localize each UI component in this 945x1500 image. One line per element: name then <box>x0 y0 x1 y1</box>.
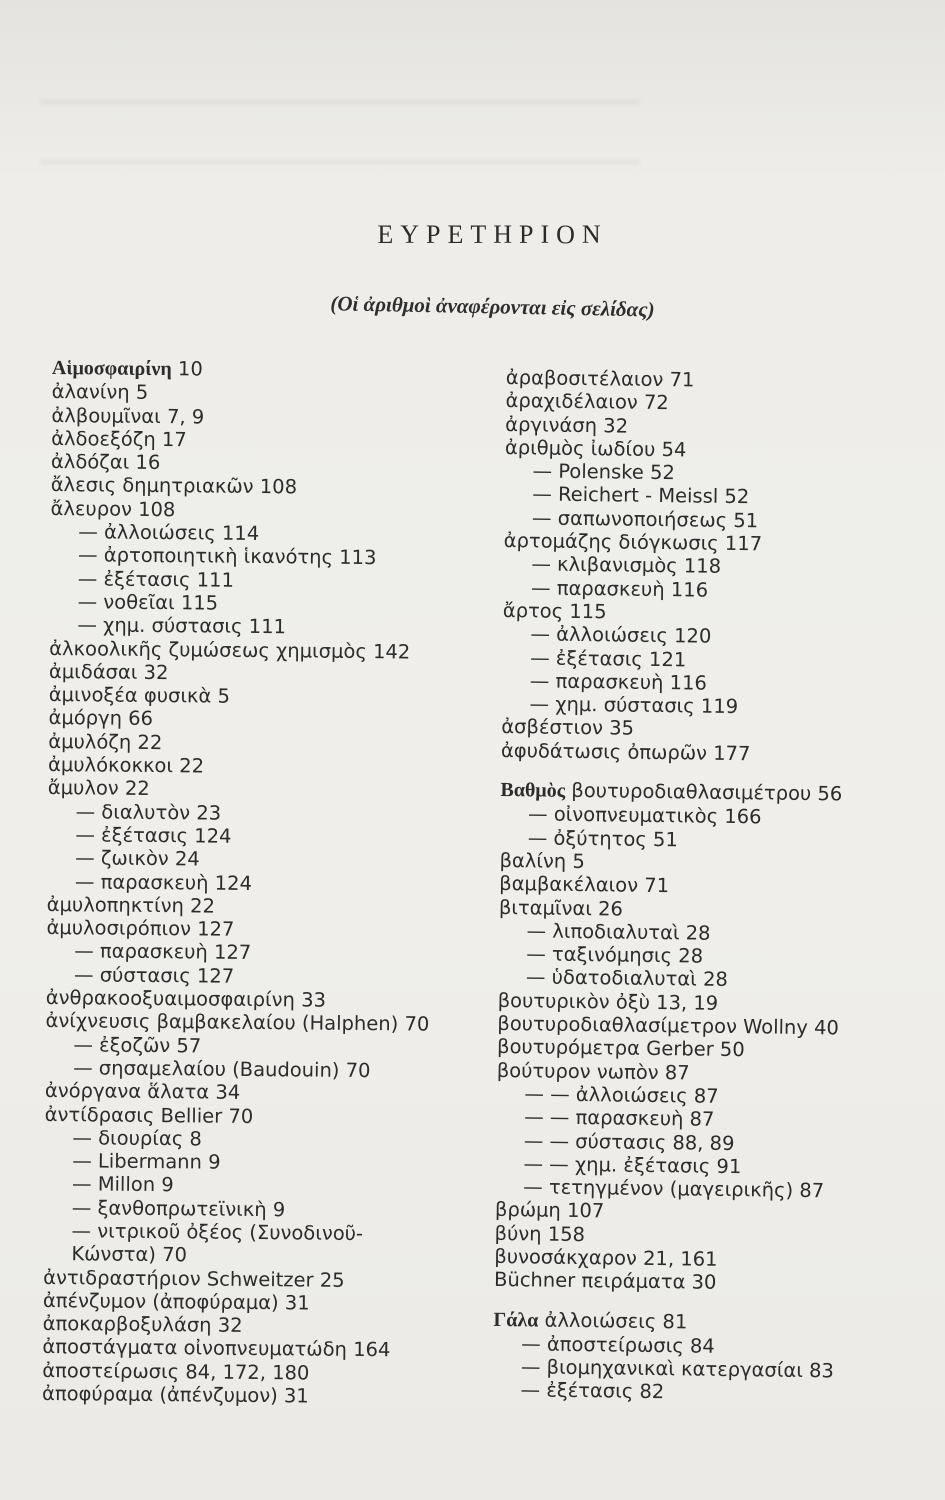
index-entry-text: — Reichert - Meissl 52 <box>532 482 750 509</box>
index-entry-text: βυνοσάκχαρον 21, 161 <box>494 1244 718 1271</box>
index-entry-text: — σύστασις 127 <box>73 962 235 988</box>
index-entry-text: — νοθεῖαι 115 <box>77 590 219 615</box>
index-entry-text: ἄρτος 115 <box>502 598 607 624</box>
index-entry-text: ἀπένζυμον (ἀποφύραμα) 31 <box>42 1288 310 1315</box>
index-entry-text: ἀραβοσιτέλαιον 71 <box>505 366 695 392</box>
index-entry-text: — ξανθοπρωτεϊνικὴ 9 <box>71 1195 286 1221</box>
index-entry-text: ἀραχιδέλαιον 72 <box>505 389 669 415</box>
index-entry-text: ἀρτομάζης διόγκωσις 117 <box>503 529 763 556</box>
index-entry-text: ἀλκοολικῆς ζυμώσεως χημισμὸς 142 <box>49 636 411 664</box>
index-entry-text: Büchner πειράματα 30 <box>493 1268 717 1295</box>
index-entry-text: — νιτρικοῦ ὀξέος (Συνοδινοῦ- <box>71 1219 364 1246</box>
index-entry-text: — ἐξέτασις 124 <box>75 823 232 848</box>
index-entry-text: — ταξινόμησις 28 <box>526 942 704 968</box>
index-entry-text: βουτυρόμετρα Gerber 50 <box>496 1035 745 1062</box>
index-entry-text: — παρασκευὴ 116 <box>530 576 709 602</box>
index-entry-text: ἀλλοιώσεις 81 <box>538 1308 688 1334</box>
index-column-right <box>492 366 901 1407</box>
index-entry-text: ἄλευρον 108 <box>50 496 176 521</box>
index-entry-text: ἀμυλοσιρόπιον 127 <box>46 916 235 941</box>
index-entry <box>42 1382 442 1409</box>
index-entry-text: ἀποφύραμα (ἀπένζυμον) 31 <box>41 1382 309 1408</box>
page-title: ΕΥΡΕΤΗΡΙΟΝ <box>377 220 608 249</box>
index-entry-text: ἀποστείρωσις 84, 172, 180 <box>42 1358 310 1385</box>
index-entry-text: — Libermann 9 <box>72 1149 221 1174</box>
index-entry-text: βρώμη 107 <box>494 1198 605 1223</box>
index-entry-text: — λιποδιαλυταὶ 28 <box>526 919 711 945</box>
index-entry-text: — τετηγμένον (μαγειρικῆς) 87 <box>523 1175 825 1203</box>
index-entry-text: ἀλανίνη 5 <box>51 380 149 405</box>
index-entry-text: — ὑδατοδιαλυταὶ 28 <box>525 965 728 992</box>
index-entry-text: βουτυροδιαθλασιμέτρου 56 <box>565 778 843 806</box>
index-entry-text: ἀποκαρβοξυλάση 32 <box>42 1312 243 1338</box>
index-entry-text: — βιομηχανικαὶ κατεργασίαι 83 <box>520 1355 835 1383</box>
index-entry-text: ἀνθρακοοξυαιμοσφαιρίνη 33 <box>45 985 327 1012</box>
index-entry-text: βιταμῖναι 26 <box>498 895 624 921</box>
index-entry-text: — — χημ. ἐξέτασις 91 <box>523 1152 742 1178</box>
index-entry-text: βουτυρικὸν ὀξὺ 13, 19 <box>497 988 719 1015</box>
index-entry-text: — παρασκευὴ 127 <box>74 939 252 965</box>
index-entry-text: ἀντιδραστήριον Schweitzer 25 <box>43 1265 345 1292</box>
index-entry-text: ἀμινοξέα φυσικὰ 5 <box>48 683 231 708</box>
index-entry-text: ἀμόργη 66 <box>48 706 154 731</box>
index-entry-text: — παρασκευὴ 116 <box>529 669 708 695</box>
index-entry-text: — Polenske 52 <box>532 459 675 485</box>
index-entry-text: βαλίνη 5 <box>499 848 585 874</box>
index-entry-text: — ἀρτοποιητικὴ ἱκανότης 113 <box>77 543 377 570</box>
index-entry-text: — ἐξέτασις 121 <box>530 645 687 671</box>
index-entry-text: — διουρίας 8 <box>72 1126 202 1151</box>
section-lead-term: Γάλα <box>493 1308 539 1332</box>
index-entry-text: βύνη 158 <box>494 1221 586 1246</box>
index-entry-text: ἀφυδάτωσις ὀπωρῶν 177 <box>500 738 751 765</box>
index-column-left <box>42 356 452 1409</box>
index-entry-text: — ἀλλοιώσεις 120 <box>530 622 712 648</box>
index-entry-text: — — σύστασις 88, 89 <box>523 1128 735 1155</box>
index-entry-text: — ζωικὸν 24 <box>75 846 200 871</box>
index-entry-text: ἄμυλον 22 <box>47 776 150 801</box>
index-entry-text: — χημ. σύστασις 111 <box>77 613 287 639</box>
index-entry-text: — Millon 9 <box>71 1172 174 1197</box>
index-entry-text: ἀνόργανα ἅλατα 34 <box>44 1079 241 1105</box>
index-entry-text: ἀμυλοπηκτίνη 22 <box>46 892 216 918</box>
index-entry-text: ἀντίδρασις Bellier 70 <box>44 1102 254 1128</box>
index-entry-text: ἀμυλόζη 22 <box>48 729 163 754</box>
index-entry-text: — σησαμελαίου (Baudouin) 70 <box>73 1056 371 1082</box>
index-entry-text: — ἐξέτασις 111 <box>77 566 235 592</box>
index-entry-text: ἀμυλόκοκκοι 22 <box>47 753 205 778</box>
section-lead-term: Βαθμὸς <box>500 779 566 802</box>
index-entry-text: ἀνίχνευσις βαμβακελαίου (Halphen) 70 <box>45 1009 430 1036</box>
index-entry-text: — ἐξέτασις 82 <box>520 1378 665 1404</box>
index-entry-text: ἀλδοεξόζη 17 <box>51 426 187 452</box>
index-entry <box>492 1378 887 1406</box>
page-subtitle: (Οἱ ἀριθμοὶ ἀναφέρονται εἰς σελίδας) <box>330 291 655 322</box>
index-entry-text: — ἀλλοιώσεις 114 <box>78 520 260 546</box>
index-entry-text: — κλιβανισμὸς 118 <box>531 552 722 579</box>
index-entry-text: ἀποστάγματα οἰνοπνευματώδη 164 <box>42 1335 391 1362</box>
index-entry-text: — — παρασκευὴ 87 <box>524 1105 715 1131</box>
index-entry-text: βαμβακέλαιον 71 <box>499 872 670 898</box>
index-entry-text: — ἐξοζῶν 57 <box>73 1032 202 1058</box>
index-entry-text: βουτυροδιαθλασίμετρον Wollny 40 <box>497 1011 840 1040</box>
index-entry-text: ἀριθμὸς ἰωδίου 54 <box>504 435 687 462</box>
index-entry-text: — παρασκευὴ 124 <box>74 869 253 895</box>
index-entry-text: ἀργινάση 32 <box>505 412 629 438</box>
index-entry-text: 10 <box>171 357 203 381</box>
index-entry-text: βούτυρον νωπὸν 87 <box>496 1058 690 1085</box>
index-entry-text: — χημ. σύστασις 119 <box>529 692 739 719</box>
index-entry-text: — — ἀλλοιώσεις 87 <box>524 1082 719 1108</box>
bleed-through-shadow <box>40 78 640 188</box>
index-entry-text: ἀμιδάσαι 32 <box>48 659 169 684</box>
index-entry-text: ἀλδόζαι 16 <box>50 450 161 475</box>
index-entry-text: ἀσβέστιον 35 <box>501 715 635 741</box>
section-lead-term: Αἱμοσφαιρίνη <box>51 356 172 381</box>
index-entry-text: — οἰνοπνευματικὸς 166 <box>527 802 762 829</box>
index-entry-text: — διαλυτὸν 23 <box>75 799 222 825</box>
index-entry-text: ἄλεσις δημητριακῶν 108 <box>50 473 298 499</box>
index-entry-text: — σαπωνοποιήσεως 51 <box>531 506 759 533</box>
index-entry-text: — ἀποστείρωσις 84 <box>521 1332 715 1358</box>
index-entry-text: Κώνστα) 70 <box>71 1242 188 1267</box>
index-entry-text: ἀλβουμῖναι 7, 9 <box>51 403 205 429</box>
index-entry-text: — ὀξύτητος 51 <box>527 825 678 851</box>
